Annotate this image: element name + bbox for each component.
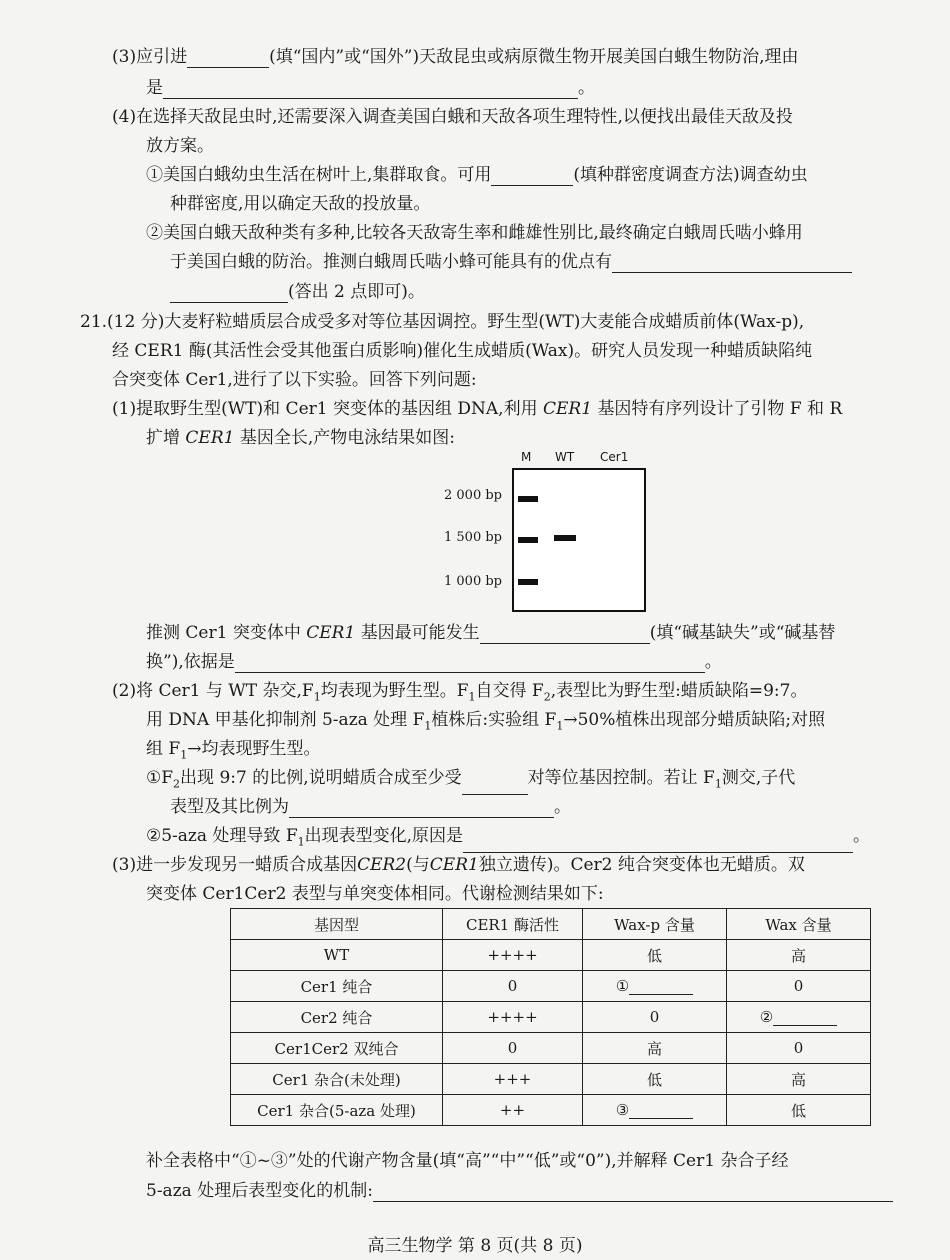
table-header: Wax 含量: [727, 909, 871, 940]
gel-lane-label-wt: WT: [555, 450, 575, 464]
q20-part4-sub2-line3: (答出 2 点即可)。: [170, 281, 425, 303]
gel-lane-label-cer1: Cer1: [600, 450, 629, 464]
table-row: [231, 1002, 871, 1033]
q21-intro-line2: 经 CER1 酶(其活性会受其他蛋白质影响)催化生成蜡质(Wax)。研究人员发现一种蜡质缺陷纯: [112, 341, 813, 361]
q21-intro-line3: 合突变体 Cer1,进行了以下实验。回答下列问题:: [112, 370, 477, 390]
table-cell: 0: [727, 1033, 871, 1064]
table-header: Wax-p 含量: [583, 909, 727, 940]
answer-blank[interactable]: [491, 167, 573, 186]
table-cell: Cer1 纯合: [231, 971, 443, 1002]
table-cell: 0: [443, 1033, 583, 1064]
answer-blank[interactable]: [187, 49, 269, 68]
q21-part2-line2: 用 DNA 甲基化抑制剂 5-aza 处理 $F_1$植株后:实验组 $F_1\to 50\%$植株出现部分蜡质缺陷;对照: [146, 710, 826, 733]
gel-marker-2000: 2 000 bp: [444, 488, 502, 503]
answer-blank[interactable]: [480, 625, 650, 644]
q21-part2-line1: (2)将 Cer1 与 WT 杂交$,F_1$均表现为野生型。$F_1$自交得 $F_2$,表型比为野生型:蜡质缺陷=9:7。: [112, 681, 808, 704]
answer-blank[interactable]: [170, 284, 288, 303]
q20-part3-line2: 是 。: [146, 78, 595, 98]
q20-part4-sub1-line1: ①美国白蛾幼虫生活在树叶上,集群取食。可用 (填种群密度调查方法)调查幼虫: [146, 165, 808, 185]
answer-blank[interactable]: [235, 654, 705, 673]
q20-part4-sub2-line1: ②美国白蛾天敌种类有多种,比较各天敌寄生率和雌雄性别比,最终确定白蛾周氏啮小蜂用: [146, 223, 803, 243]
q21-part1-line3: 推测 Cer1 突变体中 CER1 基因最可能发生 (填“碱基缺失”或“碱基替: [146, 623, 836, 643]
gel-lane-label-m: M: [521, 450, 532, 464]
q21-part2-sub2-line1: ②5-aza 处理导致 $F_1$出现表型变化,原因是 。: [146, 825, 870, 853]
q20-part4-sub2-line2: 于美国白蛾的防治。推测白蛾周氏啮小蜂可能具有的优点有: [170, 251, 852, 273]
table-cell: ++++: [443, 1002, 583, 1033]
gel-marker-1500: 1 500 bp: [444, 530, 502, 545]
q21-part1-line2: 扩增 CER1 基因全长,产物电泳结果如图:: [146, 428, 455, 448]
table-cell: 0: [583, 1002, 727, 1033]
q21-intro-line1: 21.(12 分)大麦籽粒蜡质层合成受多对等位基因调控。野生型(WT)大麦能合成蜡质前体(Wax-p),: [80, 312, 805, 332]
table-cell: 0: [727, 971, 871, 1002]
answer-blank[interactable]: [373, 1183, 893, 1202]
gel-band-m-2000: [518, 496, 538, 502]
gel-marker-1000: 1 000 bp: [444, 574, 502, 589]
table-cell: ++++: [443, 940, 583, 971]
answer-blank[interactable]: [612, 254, 852, 273]
table-cell-blank-2[interactable]: ②: [727, 1002, 871, 1033]
table-cell: Cer2 纯合: [231, 1002, 443, 1033]
table-cell: 高: [727, 940, 871, 971]
table-cell: 低: [727, 1095, 871, 1126]
table-cell: 高: [727, 1064, 871, 1095]
q21-part2-sub1-line1: $①F_2$出现 9:7 的比例,说明蜡质合成至少受 对等位基因控制。若让 $F_1$测交,子代: [146, 767, 795, 795]
page-footer: 高三生物学 第 8 页(共 8 页): [367, 1236, 583, 1256]
answer-blank[interactable]: [463, 834, 853, 853]
table-header: CER1 酶活性: [443, 909, 583, 940]
table-row: [231, 1095, 871, 1126]
table-cell: 低: [583, 1064, 727, 1095]
table-header: 基因型: [231, 909, 443, 940]
q21-part2-sub1-line2: 表型及其比例为 。: [170, 797, 571, 817]
table-cell: Cer1Cer2 双纯合: [231, 1033, 443, 1064]
q20-part4-sub1-line2: 种群密度,用以确定天敌的投放量。: [170, 194, 431, 214]
gel-band-m-1500: [518, 537, 538, 543]
q20-part3-line1: (3)应引进 (填“国内”或“国外”)天敌昆虫或病原微生物开展美国白蛾生物防治,理由: [112, 47, 799, 67]
table-row: [231, 1064, 871, 1095]
q21-part3-line3: 补全表格中“①~③”处的代谢产物含量(填“高”“中”“低”或“0”),并解释 Cer1 杂合子经: [146, 1151, 789, 1171]
answer-blank[interactable]: [462, 776, 528, 795]
metabolite-table: [230, 908, 871, 1126]
table-cell: 0: [443, 971, 583, 1002]
table-row: [231, 1033, 871, 1064]
table-header-row: [231, 909, 871, 940]
q21-part3-line4: 5-aza 处理后表型变化的机制:: [146, 1180, 893, 1202]
answer-blank[interactable]: [289, 799, 554, 818]
q21-part3-line2: 突变体 Cer1Cer2 表型与单突变体相同。代谢检测结果如下:: [146, 884, 604, 904]
table-row: [231, 971, 871, 1002]
table-cell-blank-1[interactable]: ①: [583, 971, 727, 1002]
gel-band-m-1000: [518, 579, 538, 585]
gel-band-wt-1500: [554, 535, 576, 541]
q21-part3-line1: (3)进一步发现另一蜡质合成基因CER2(与CER1独立遗传)。Cer2 纯合突变体也无蜡质。双: [112, 855, 805, 875]
q21-part1-line4: 换”),依据是 。: [146, 652, 722, 672]
table-cell-blank-3[interactable]: ③: [583, 1095, 727, 1126]
q20-part4-line1: (4)在选择天敌昆虫时,还需要深入调查美国白蛾和天敌各项生理特性,以便找出最佳天敌及投: [112, 107, 793, 127]
table-cell: 高: [583, 1033, 727, 1064]
table-cell: ++: [443, 1095, 583, 1126]
answer-blank[interactable]: [163, 80, 578, 99]
table-cell: Cer1 杂合(5-aza 处理): [231, 1095, 443, 1126]
table-cell: 低: [583, 940, 727, 971]
q21-part1-line1: (1)提取野生型(WT)和 Cer1 突变体的基因组 DNA,利用 CER1 基因特有序列设计了引物 F 和 R: [112, 399, 843, 419]
table-row: [231, 940, 871, 971]
table-cell: +++: [443, 1064, 583, 1095]
gel-image: [512, 468, 646, 612]
q21-part2-line3: 组 $F_1\to$均表现野生型。: [146, 739, 321, 762]
table-cell: Cer1 杂合(未处理): [231, 1064, 443, 1095]
q20-part4-line2: 放方案。: [146, 136, 214, 156]
table-cell: WT: [231, 940, 443, 971]
